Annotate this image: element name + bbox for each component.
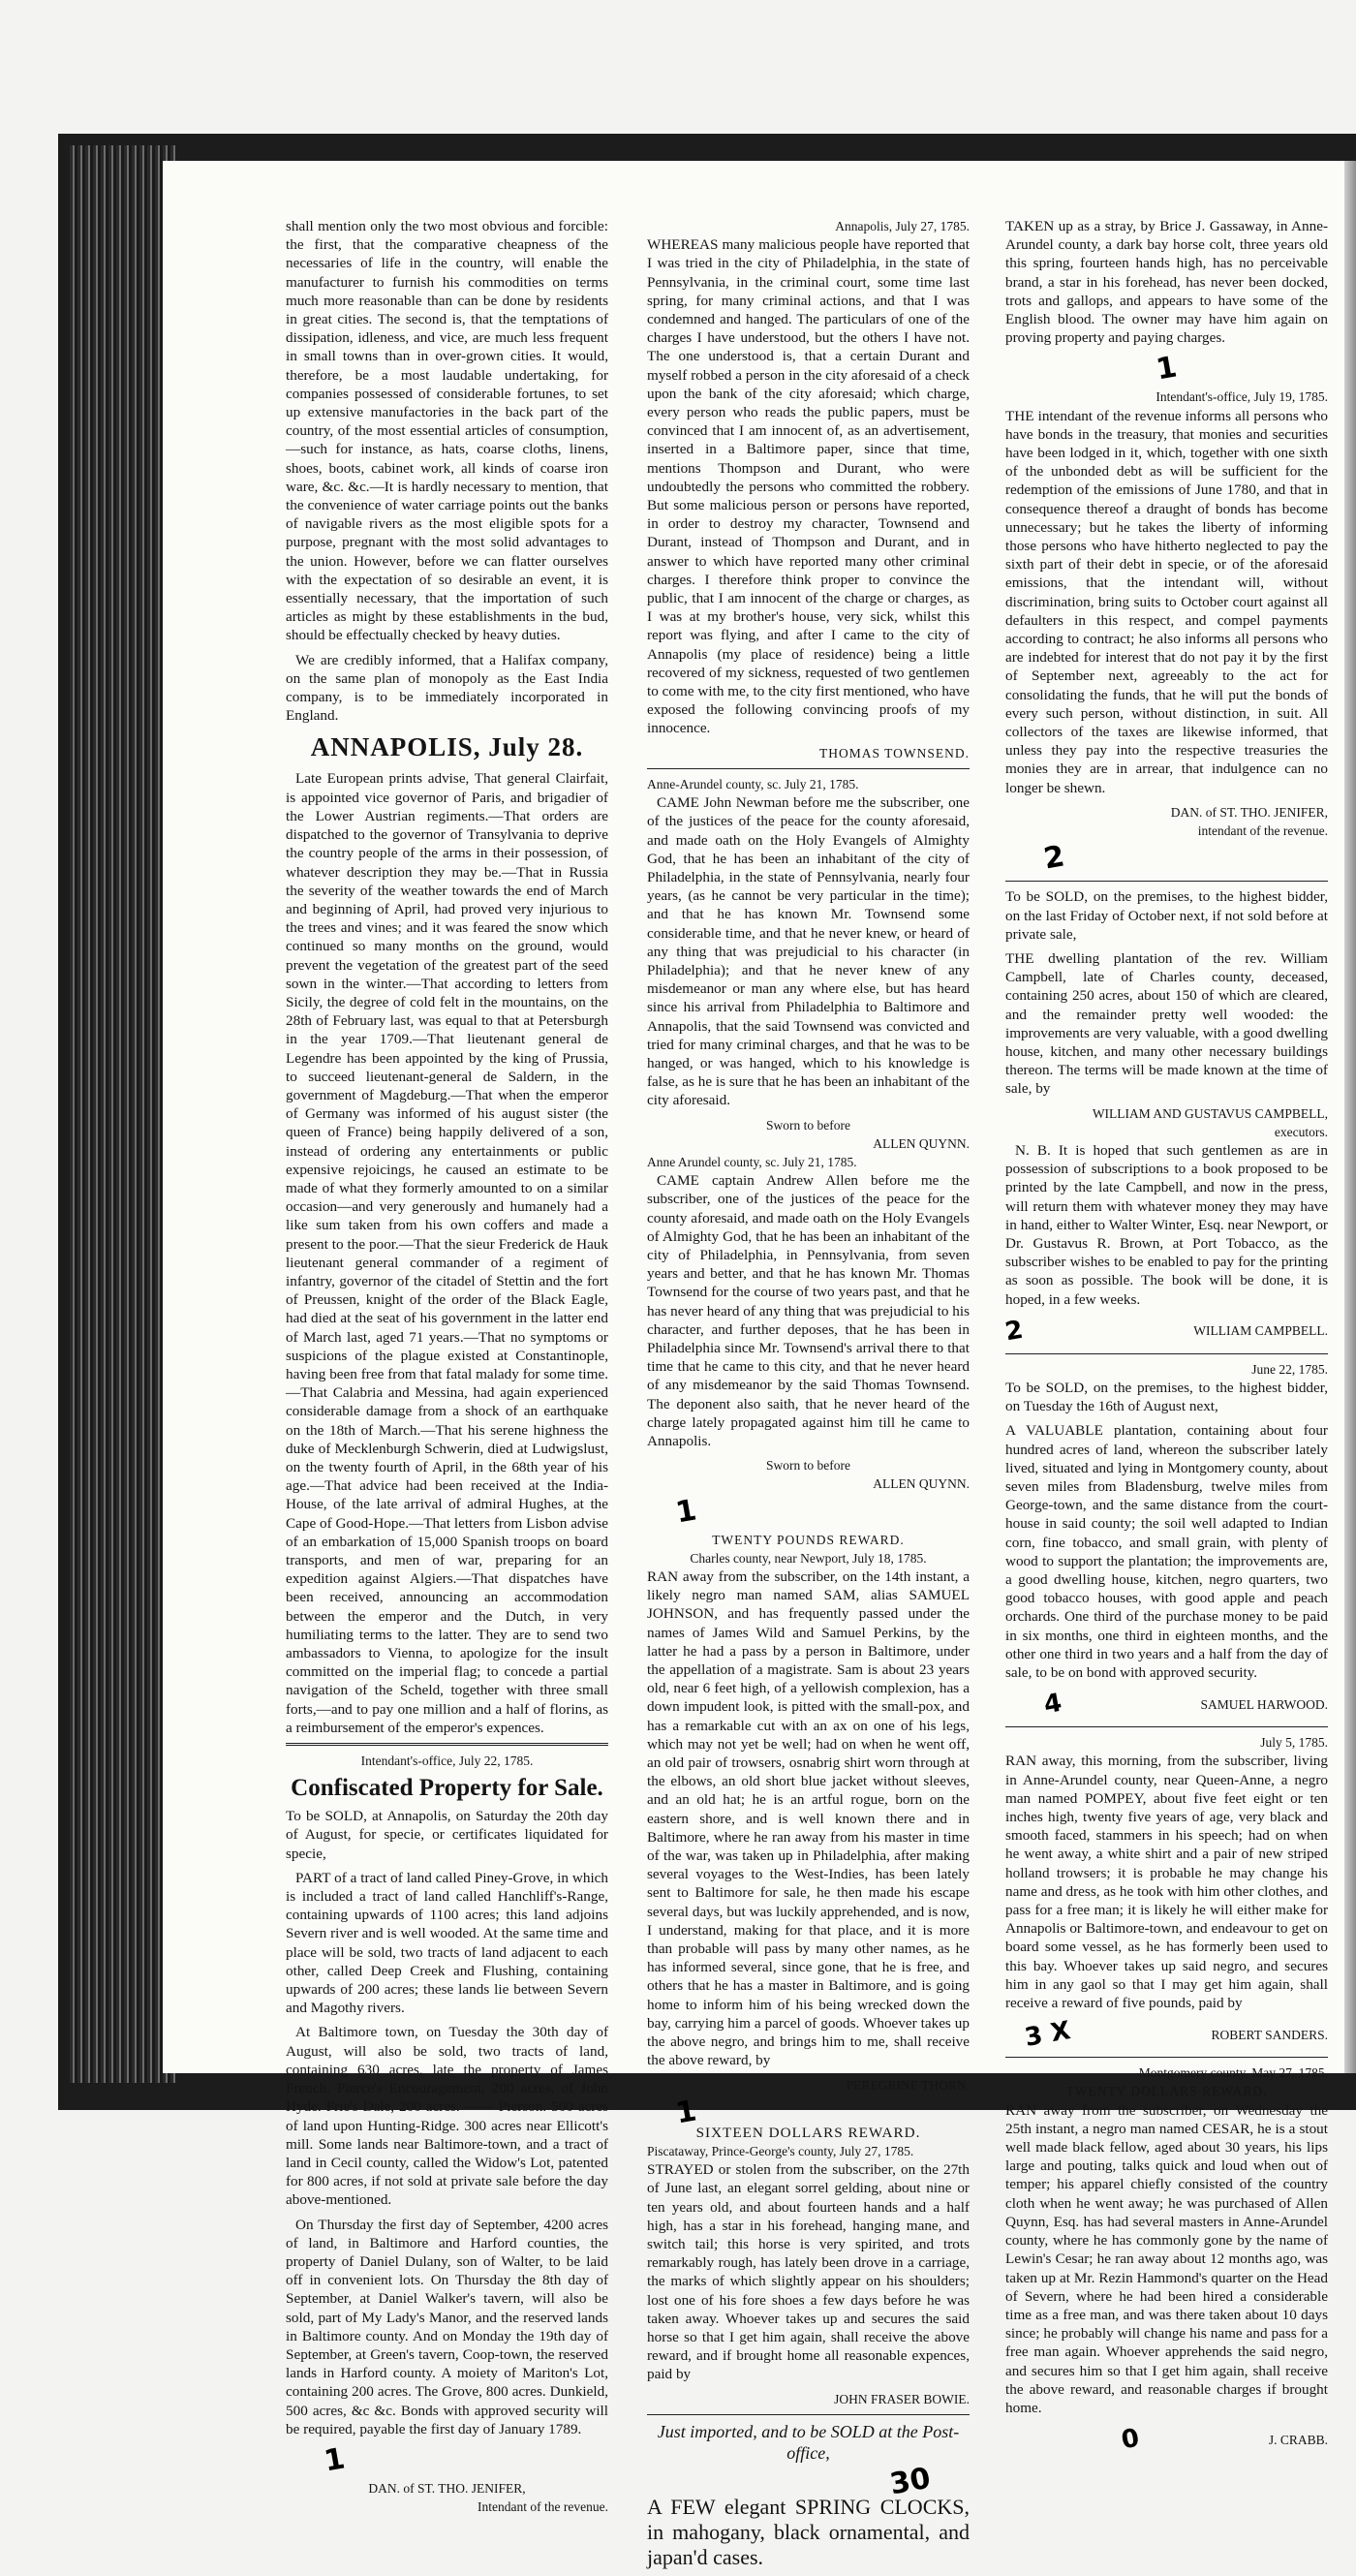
office-dateline: Intendant's-office, July 22, 1785.	[360, 1754, 534, 1769]
column-1	[286, 217, 608, 2516]
divider	[647, 768, 970, 769]
reward-heading: TWENTY DOLLARS REWARD.	[1065, 2084, 1268, 2099]
stray-colt-ad: TAKEN up as a stray, by Brice J. Gassaway, in Anne-Arundel county, a dark bay horse colt, three years old this spring, fourteen hands high, has no perceivable brand, a star in his forehead, has never been docked, trots and gallops, and appears to have some of the English blood. The owner may have him again on proving property and paying charges.	[1005, 218, 1328, 347]
handwritten-mark: 1	[1154, 350, 1180, 388]
sale-baltimore-town: At Baltimore town, on Tuesday the 30th day of August, will also be sold, two tracts of land, containing 630 acres, late the property of James French. Pierce's Encouragement, 200 acres, of John Hyde. Frie's Dale, 200 acres. —— Pierson. 500 acres of land upon Hunting-Ridge. 300 acres near Ellicott's mill. Some lands near Baltimore-town, and a tract of land in Cecil county, called the Widow's Lot, patented for 800 acres, if not sold at private sale before the day above-mentioned.	[286, 2024, 608, 2209]
column-2	[647, 217, 970, 2576]
just-imported-heading: Just imported, and to be SOLD at the Post-office,	[657, 2421, 960, 2463]
signature-townsend: THOMAS TOWNSEND.	[818, 745, 970, 760]
runaway-pompey-ad: RAN away, this morning, from the subscriber, living in Anne-Arundel county, near Queen-Anne, a negro man named POMPEY, about five feet eight or ten inches high, twenty five years of age, very black and smooth faced, stammers in his speech; had on when he went away, a white shirt and a pair of new striped holland trowsers; it is probable he may change his name and dress, as he took with him other clothes, and pass for a free man; it is likely he will either make for Annapolis or Baltimore-town, and endeavour to get on board some vessel, as he has formerly been used to this bay. Whoever takes up said negro, and secures him in any gaol so that I may get him again, shall receive a reward of five pounds, paid by	[1005, 1753, 1328, 2012]
signature-title: executors.	[1274, 1124, 1328, 1139]
divider	[1005, 2057, 1328, 2058]
reward-heading: TWENTY POUNDS REWARD.	[712, 1532, 905, 1547]
handwritten-mark: 1	[673, 1493, 699, 1531]
spring-clocks-ad: A FEW elegant SPRING CLOCKS, in mahogany, black ornamental, and japan'd cases.	[647, 2494, 970, 2569]
newspaper-page	[163, 161, 1356, 2569]
campbell-plantation-ad: THE dwelling plantation of the rev. William Campbell, late of Charles county, deceased, containing 250 acres, about 150 of which are cleared, and the remainder pretty well wooded: the improvements are very valuable, with a good dwelling house, kitchen, and many other necessary buildings thereon. The terms will be made known at the time of sale, by	[1005, 949, 1328, 1098]
signature-row	[1002, 1315, 1328, 1348]
signature-harwood: SAMUEL HARWOOD.	[1200, 1696, 1328, 1712]
signature-quynn: ALLEN QUYNN.	[873, 1476, 970, 1492]
ad-dateline: Annapolis, July 27, 1785.	[835, 219, 970, 233]
harwood-plantation-ad: A VALUABLE plantation, containing about four hundred acres of land, whereon the subscriber lately lived, situated and lying in Montgomery county, about seven miles from Bladensburg, twelve miles from George-town, and the same distance from the court-house in said county; the soil well adapted to Indian corn, fine tobacco, and small grain, with plenty of wood to support the plantation; the improvements are, a good dwelling house, kitchen, negro quarters, two good tobacco houses, with good apple and peach orchards. One third of the purchase money to be paid in six months, one third in eighteen months, and the other one third in two years and a half from the day of sale, to be on bond with approved security.	[1005, 1422, 1328, 1682]
column-3	[1002, 217, 1328, 2456]
ad-dateline: Piscataway, Prince-George's county, July 27, 1785.	[647, 2143, 914, 2158]
sale-harford-lands: On Thursday the first day of September, 4200 acres of land, in Baltimore and Harford counties, the property of Daniel Dulany, son of Walter, to be laid off in convenient lots. On Thursday the 8th day of September, at Daniel Walker's tavern, will also be sold, part of My Lady's Manor, and the reserved lands in Baltimore county. And on Monday the 19th day of September, at Green's tavern, Coop-town, the reserved lands in Harford county. A moiety of Mariton's Lot, containing 200 acres. The Grove, 800 acres. Dunkield, 500 acres, &c &c. Bonds with approved security will be required, payable the first day of January 1789.	[286, 2216, 608, 2437]
signature-sanders: ROBERT SANDERS.	[1211, 2027, 1328, 2042]
county-dateline: Anne-Arundel county, sc. July 21, 1785.	[647, 776, 859, 791]
handwritten-mark: 30	[887, 2461, 934, 2502]
signature-jenifer: DAN. of ST. THO. JENIFER,	[1170, 804, 1328, 820]
dateline-annapolis: ANNAPOLIS, July 28.	[310, 732, 584, 762]
signature-row	[1005, 1688, 1328, 1721]
reward-heading: SIXTEEN DOLLARS REWARD.	[695, 2124, 921, 2141]
signature-row	[1005, 2423, 1328, 2456]
ad-dateline: June 22, 1785.	[1251, 1361, 1328, 1377]
runaway-sam-ad: RAN away from the subscriber, on the 14th instant, a likely negro man named SAM, alias SAMUEL JOHNSON, and has frequently passed under the names of James Wild and Samuel Perkins, by the latter he had a pass by a person in Baltimore, under the appellation of a magistrate. Sam is about 23 years old, near 6 feet high, of a yellowish complexion, has a down impudent look, is pitted with the small-pox, and has a remarkable cut with an ax on one of his legs, which may not yet be well; had on when he went off, an old pair of trowsers, osnabrig shirt worn through at the elbows, an old short blue jacket without sleeves, and an old hat; he is an artful rogue, born on the eastern shore, and is well known there and in Baltimore, where he ran away from his master in time of the war, was taken up in Philadelphia, after making several voyages to the West-Indies, has been lately sent to Baltimore for sale, he then made his escape several days, but was luckily apprehended, and is now, I understand, making for that place, and it is more than probable will pass by many other names, as he has informed several, since gone, that he is free, and others that he has a master in Baltimore, and is going home to inform him of his being wrecked down the bay, carrying him a parcel of goods. Whoever takes up the above negro, and brings him to me, shall receive the above reward, by	[647, 1568, 970, 2069]
campbell-sale-intro: To be SOLD, on the premises, to the highest bidder, on the last Friday of October next, if not sold before at private sale,	[1005, 888, 1328, 943]
newman-deposition: CAME John Newman before me the subscriber, one of the justices of the peace for the county aforesaid, and made oath on the Holy Evangels of Almighty God, that he has been an inhabitant of the city of Philadelphia, in the state of Pennsylvania, nearly four years, (as he cannot be very particular in the time); and that he has known Mr. Townsend some considerable time, and that he never knew, or heard of any thing that was prejudicial to his character (in Philadelphia); and that he never knew of any misdemeanor or man any where else, but has heard since his arrival from Philadelphia to Baltimore and Annapolis, that the said Townsend was convicted and tried for many criminal charges, and that he was to be hanged, or was hanged, which to his knowledge is false, as he is sure that he has been an inhabitant of the city aforesaid.	[647, 794, 970, 1109]
signature-quynn: ALLEN QUYNN.	[873, 1135, 970, 1151]
signature-title: Intendant of the revenue.	[478, 2499, 608, 2515]
divider	[1005, 881, 1328, 882]
runaway-cesar-ad: RAN away from the subscriber, on Wednesday the 25th instant, a negro man named CESAR, he is a stout well made black fellow, aged about 30 years, his lips large and pouting, talks quick and loud when out of temper; his apparel chiefly consisted of the country cloth when he went away; he was purchased of Allen Quynn, Esq. has had several masters in Anne-Arundel county, where he has commonly gone by the name of Lewin's Cesar; he ran away about 12 months ago, was taken up at Mr. Rezin Hammond's quarter on the Head of Severn, where he had been hired a considerable time as a free man, and was there taken about 10 days since; he probably will change his name and pass for a free man again. Whoever apprehends the said negro, and secures him so that I get him again, shall receive the above reward, and reasonable charges if brought home.	[1005, 2101, 1328, 2416]
signature-crabb: J. CRABB.	[1268, 2432, 1328, 2447]
signature-row	[1005, 2016, 1328, 2054]
harwood-sale-intro: To be SOLD, on the premises, to the highest bidder, on Tuesday the 16th of August next,	[1005, 1379, 1328, 1415]
signature-thorn: PEREGRINE THORN.	[846, 2077, 970, 2093]
handwritten-mark: 4	[1041, 1688, 1064, 1721]
allen-deposition: CAME captain Andrew Allen before me the subscriber, one of the justices of the peace for the county aforesaid, and made oath on the Holy Evangels of Almighty God, that he has been an inhabitant of the city of Philadelphia, in Pennsylvania, from seven years and better, and that he has known Mr. Thomas Townsend for the course of two years past, and that he has never heard of any thing that was prejudicial to his character, and further deposes, that he has been in Philadelphia since Mr. Townsend's arrival there to that time that he came to this city, and that he never heard of any misdemeanor by the said Thomas Townsend. The deponent also saith, that he never heard of the charge lately propagated against him till he came to Annapolis.	[647, 1172, 970, 1449]
confiscated-property-title: Confiscated Property for Sale.	[291, 1775, 603, 1802]
handwritten-mark: 3 X	[1022, 2016, 1073, 2054]
divider	[647, 2414, 970, 2415]
townsend-notice: WHEREAS many malicious people have reported that I was tried in the city of Philadelphia, in the state of Pennsylvania, in the criminal court, some time last spring, for many criminal actions, and that I was condemned and hanged. The particulars of one of the charges I have understood, but the others I have not. The one understood is, that a certain Durant and myself robbed a person in the city aforesaid of a check upon the bank of the city aforesaid; which charge, every person who reads the public papers, must be convinced that I am innocent of, as an advertisement, inserted in a Baltimore paper, since that time, mentions Thompson and Durant, who were undoubtedly the persons who committed the robbery. But some malicious person or persons have reported, in order to destroy my character, Townsend and Durant, instead of Thompson and Durant, and in answer to which have reported many other criminal charges. I therefore think proper to convince the public, that I am innocent of the charge or charges, as I was at my brother's house, very sick, whilst this report was flying, and after I came to the city of Annapolis (my place of residence) being a little recovered of my sickness, requested of two gentlemen to come with me, to the city first mentioned, who have exposed the following convincing proofs of my innocence.	[647, 236, 970, 737]
ad-dateline: Charles county, near Newport, July 18, 1785.	[690, 1550, 927, 1566]
strayed-horse-ad: STRAYED or stolen from the subscriber, on the 27th of June last, an elegant sorrel gelding, about nine or ten years old, and about fourteen hands and a half high, has a star in his forehead, hanging mane, and switch tail; this horse is very spirited, and trots remarkably rough, has lately been drove in a carriage, the marks of which slightly appear on his shoulders; lost one of his fore shoes a few days before he was taken away. Whoever takes up and secures the said horse so that I get him again, shall receive the above reward, and if brought home all reasonable expences, paid by	[647, 2161, 970, 2383]
article-halifax-company: We are credibly informed, that a Halifax company, on the same plan of monopoly as the East India company, is to be immediately incorporated in England.	[286, 651, 608, 725]
handwritten-mark: 1	[673, 2094, 699, 2131]
signature-william-campbell: WILLIAM CAMPBELL.	[1193, 1323, 1328, 1339]
county-dateline: Anne Arundel county, sc. July 21, 1785.	[647, 1154, 857, 1169]
divider	[1005, 1353, 1328, 1354]
signature-title: intendant of the revenue.	[1197, 823, 1328, 839]
book-page-edges	[70, 145, 176, 2083]
handwritten-mark: 2	[1002, 1315, 1026, 1348]
sale-intro: To be SOLD, at Annapolis, on Saturday the 20th day of August, for specie, or certificates liquidated for specie,	[286, 1808, 608, 1862]
sale-piney-grove: PART of a tract of land called Piney-Grove, in which is included a tract of land called Hanchliff's-Range, containing upwards of 1100 acres; this land adjoins Severn river and is well wooded. At the same time and place will be sold, two tracts of land adjacent to each other, called Deep Creek and Flushing, containing upwards of 200 acres; these lands lie between Severn and Magothy rivers.	[286, 1869, 608, 2017]
sworn-before: Sworn to before	[766, 1458, 850, 1474]
divider	[286, 1743, 608, 1746]
signature-bowie: JOHN FRASER BOWIE.	[834, 2391, 970, 2406]
ad-dateline: Montgomery county, May 27, 1785.	[1138, 2065, 1328, 2081]
divider	[1005, 1726, 1328, 1727]
revenue-notice: THE intendant of the revenue informs all persons who have bonds in the treasury, that monies and securities have been lodged in it, which, together with one sixth of the unbonded debt as will be sufficient for the redemption of the emissions of June 1780, and that in consequence thereof a draught of bonds has become unnecessary; but he takes the liberty of informing those persons who have hitherto neglected to pay the sixth part of their debt in specie, or of the aforesaid emissions, that the intendant will, without discrimination, bring suits to October court against all defaulters in this respect, and compel payments according to contract; he also informs all persons who are indebted for interest that do not pay it by the first of September next, agreeably to the act for consolidating the funds, that he will put the bonds of every such person, without distinction, in suit. All collectors of the taxes are likewise informed, that unless they pay into the respective treasuries the monies they are in arrear, that indulgence can no longer be shewn.	[1005, 407, 1328, 796]
article-manufactures: shall mention only the two most obvious and forcible: the first, that the comparative cheapness of the necessaries of life in the country, will enable the manufacturer to furnish his commodities on terms much more reasonable than can be done by residents in great cities. The second is, that the temptations of dissipation, idleness, and vice, are much less frequent in small towns than in over-grown cities. It would, therefore, be a most laudable undertaking, for companies possessed of considerable fortunes, to set up extensive manufactories in the back part of the country, of the most essential articles of consumption,—such for instance, as hats, coarse cloths, linens, shoes, boots, cabinet work, all kinds of coarse iron ware, &c. &c.—It is hardly necessary to mention, that the convenience of water carriage points out the banks of navigable rivers as the most eligible spots for a purpose, pregnant with the most solid advantages to the union. However, before we can flatter ourselves with the expectation of so desirable an event, it is essentially necessary, that the importation of such articles as might by these establishments in the bud, should be effectually checked by heavy duties.	[286, 218, 608, 644]
ad-dateline: July 5, 1785.	[1260, 1735, 1328, 1751]
handwritten-mark: 2	[1041, 839, 1067, 877]
sworn-before: Sworn to before	[766, 1117, 850, 1133]
handwritten-mark: 0	[1119, 2423, 1142, 2456]
office-dateline: Intendant's-office, July 19, 1785.	[1156, 389, 1328, 405]
handwritten-mark: 1	[322, 2441, 348, 2479]
subscription-notice: N. B. It is hoped that such gentlemen as are in possession of subscriptions to a book proposed to be printed by the late Campbell, and now in the press, will return them with whatever money they may have in hand, either to Walter Winter, Esq. near Newport, or Dr. Gustavus R. Brown, at Port Tobacco, as the subscriber wishes to be enabled to pay for the printing as soon as possible. The book will be done, it is hoped, in a few weeks.	[1005, 1141, 1328, 1308]
signature-jenifer: DAN. of ST. THO. JENIFER,	[368, 2480, 526, 2496]
article-european-news: Late European prints advise, That general Clairfait, is appointed vice governor of Paris, and brigadier of the Lower Austrian regiments.—That orders are dispatched to the governor of Transylvania to deprive the country people of the arms in their possession, of whatever description they may be.—That in Russia the severity of the weather towards the end of March and beginning of April, had proved very injurious to the trees and vines; and it was feared the snow which continued so many months on the ground, would prevent the vegetation of the greatest part of the seed sown in the winter.—That according to letters from Sicily, the degree of cold felt in the mountains, on the 28th of February last, was equal to that at Petersburgh in the year 1709.—That lieutenant general de Legendre has been appointed by the king of Prussia, to succeed lieutenant-general de Saldern, in the government of Magdeburg.—That when the emperor of Germany was informed of his august sister (the queen of France) being happily delivered of a son, instead of ordering any entertainments or public expensive rejoicings, he caused an estimate to be made of what they formerly amounted to on a similar occasion—and very generously and humanely had a like sum taken from his own coffers and made a present to the poor.—That the sieur Frederick de Hauk lieutenant general commander of a regiment of infantry, governor of the citadel of Stettin and the fort of Preussen, knight of the order of the Black Eagle, had died at the seat of his government in the latter end of March last, aged 71 years.—That no symptoms or suspicions of the plague existed at Constantinople, having been free from that fatal malady for some time.—That Calabria and Messina, had again experienced considerable damage from a shock of an earthquake on the 18th of March.—That his serene highness the duke of Mecklenburgh Schwerin, died at Ludwigslust, on the twenty fourth of April, in the 68th year of his age.—That advice had been received at the India-House, of the late arrival of admiral Hughes, at the Cape of Good-Hope.—That letters from Lisbon advise of an embarkation of 15,000 Spanish troops on board transports, and men of war, preparing for an expedition against Algiers.—That dispatches have been received, announcing an accommodation between the emperor and the Dutch, in very humiliating terms to the latter. They are to send two ambassadors to Vienna, to apologize for the insult committed on the imperial flag; to concede a partial navigation of the Scheld, together with three small forts,—and to pay one million and a half of florins, as a reimbursement of the emperor's expences.	[286, 770, 608, 1736]
page-fold	[1344, 161, 1356, 2073]
signature-campbell-executors: WILLIAM AND GUSTAVUS CAMPBELL,	[1092, 1105, 1328, 1121]
